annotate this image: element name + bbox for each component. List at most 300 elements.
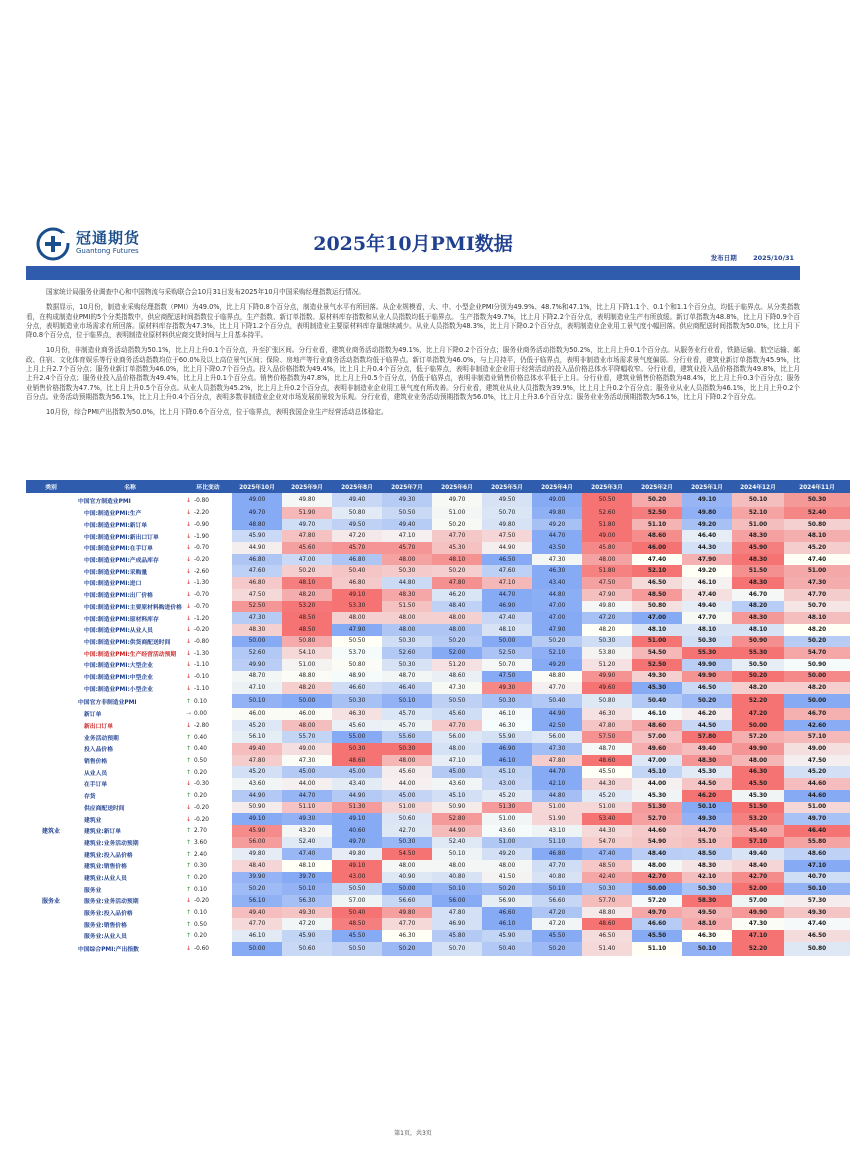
value-cell: 49.10 [682,493,732,507]
value-cell: 44.60 [784,778,850,790]
value-cell: 46.10 [632,708,682,720]
row-name: 从业人员 [84,770,108,777]
arrow-up-icon: ↑ [186,768,192,776]
value-cell: 57.80 [682,731,732,743]
value-cell: 48.30 [732,612,784,624]
value-cell: 52.20 [732,942,784,956]
value-cell: 56.60 [532,895,582,907]
value-cell: 42.10 [682,872,732,884]
value-cell: 47.40 [682,589,732,601]
arrow-up-icon: ↑ [186,850,192,858]
row-category [26,519,76,531]
arrow-down-icon: ↓ [186,509,192,517]
value-cell: 49.40 [332,493,382,507]
value-cell: 49.40 [232,907,282,919]
value-cell: 49.40 [382,519,432,531]
value-cell: 47.40 [632,554,682,566]
arrow-down-icon: ↓ [186,815,192,823]
table-row [26,659,850,671]
row-name: 服务业:业务活动预期 [84,899,139,906]
value-cell: 45.60 [332,720,382,732]
column-header: 2025年6月 [432,480,482,493]
arrow-down-icon: ↓ [186,591,192,599]
value-cell: 44.90 [332,790,382,802]
value-cell: 47.30 [732,918,784,930]
row-change [184,766,232,778]
value-cell: 46.50 [582,930,632,942]
value-cell: 48.10 [482,624,532,636]
row-change [184,860,232,872]
value-cell: 50.70 [432,942,482,956]
change-value: -0.70 [194,603,209,610]
value-cell: 48.80 [582,907,632,919]
row-change [184,659,232,671]
value-cell: 48.00 [432,860,482,872]
value-cell: 44.60 [784,790,850,802]
row-change [184,731,232,743]
value-cell: 50.20 [382,942,432,956]
value-cell: 46.20 [682,790,732,802]
row-change [184,519,232,531]
row-category [26,542,76,554]
row-category [26,507,76,519]
value-cell: 55.30 [682,647,732,659]
value-cell: 50.10 [432,883,482,895]
value-cell: 54.50 [382,848,432,860]
value-cell: 44.50 [682,720,732,732]
row-name: 建筑业:新订单 [84,829,122,836]
change-value: -0.20 [194,816,209,823]
value-cell: 50.40 [632,694,682,708]
value-cell: 47.00 [532,612,582,624]
value-cell: 48.00 [382,554,432,566]
value-cell: 54.90 [632,837,682,849]
table-row [26,694,850,708]
row-name: 服务业:投入品价格 [84,911,133,918]
value-cell: 44.30 [582,825,632,837]
value-cell: 52.40 [282,837,332,849]
value-cell: 46.50 [482,554,532,566]
value-cell: 48.40 [732,860,784,872]
value-cell: 50.10 [232,694,282,708]
row-change [184,790,232,802]
change-value: 0.20 [194,933,207,940]
row-change [184,930,232,942]
value-cell: 53.40 [582,813,632,825]
column-header: 环比变动 [184,480,232,493]
value-cell: 49.80 [382,907,432,919]
table-row [26,519,850,531]
value-cell: 46.20 [682,708,732,720]
value-cell: 51.00 [732,519,784,531]
change-value: -0.70 [194,545,209,552]
value-cell: 47.80 [432,577,482,589]
value-cell: 51.50 [382,601,432,613]
value-cell: 48.40 [432,601,482,613]
row-category [26,790,76,802]
table-header-row [26,480,850,493]
value-cell: 52.00 [732,883,784,895]
value-cell: 46.30 [332,708,382,720]
table-row [26,647,850,659]
value-cell: 49.90 [232,659,282,671]
value-cell: 48.00 [282,720,332,732]
value-cell: 50.30 [682,636,732,648]
value-cell: 44.70 [532,766,582,778]
value-cell: 49.50 [332,519,382,531]
value-cell: 55.60 [382,731,432,743]
value-cell: 44.00 [632,778,682,790]
value-cell: 45.30 [432,542,482,554]
value-cell: 44.90 [432,825,482,837]
value-cell: 49.30 [282,907,332,919]
arrow-up-icon: ↑ [186,885,192,893]
change-value: 0.50 [194,921,207,928]
value-cell: 46.00 [282,708,332,720]
value-cell: 50.70 [482,659,532,671]
value-cell: 46.90 [432,918,482,930]
value-cell: 57.50 [582,731,632,743]
row-name: 中国:制造业PMI:产成品库存 [84,558,159,565]
value-cell: 45.20 [482,790,532,802]
value-cell: 50.70 [482,507,532,519]
value-cell: 45.90 [732,542,784,554]
table-row [26,671,850,683]
value-cell: 48.30 [732,577,784,589]
value-cell: 44.80 [382,577,432,589]
value-cell: 51.40 [582,942,632,956]
value-cell: 54.70 [784,647,850,659]
change-value: -2.60 [194,568,209,575]
value-cell: 51.00 [282,659,332,671]
value-cell: 49.70 [632,907,682,919]
value-cell: 48.10 [784,530,850,542]
value-cell: 42.70 [632,872,682,884]
row-name: 中国:制造业PMI:供货商配送时间 [84,639,171,646]
value-cell: 45.70 [382,708,432,720]
row-category [26,907,76,919]
value-cell: 45.50 [632,930,682,942]
table-row [26,837,850,849]
value-cell: 44.00 [382,778,432,790]
value-cell: 49.20 [682,519,732,531]
value-cell: 49.90 [682,671,732,683]
value-cell: 48.60 [784,848,850,860]
value-cell: 56.60 [382,895,432,907]
value-cell: 48.10 [682,624,732,636]
value-cell: 48.70 [582,743,632,755]
value-cell: 48.30 [732,530,784,542]
publish-date-label: 发布日期 [710,254,737,262]
value-cell: 50.80 [332,659,382,671]
row-change [184,636,232,648]
value-cell: 50.00 [632,883,682,895]
value-cell: 50.20 [432,636,482,648]
value-cell: 49.30 [482,682,532,694]
value-cell: 50.00 [784,671,850,683]
value-cell: 52.60 [582,507,632,519]
value-cell: 57.10 [732,837,784,849]
value-cell: 47.30 [532,743,582,755]
row-change [184,825,232,837]
row-change [184,647,232,659]
value-cell: 51.20 [432,659,482,671]
value-cell: 50.50 [332,636,382,648]
row-change [184,612,232,624]
arrow-up-icon: ↑ [186,745,192,753]
value-cell: 56.00 [232,837,282,849]
arrow-down-icon: ↓ [186,897,192,905]
row-name: 中国:制造业PMI:大型企业 [84,663,153,670]
value-cell: 48.50 [282,612,332,624]
row-name: 服务业:从业人员 [84,934,127,941]
value-cell: 49.10 [232,813,282,825]
row-name: 中国:制造业PMI:从业人员 [84,628,153,635]
value-cell: 51.00 [784,802,850,814]
value-cell: 47.70 [382,918,432,930]
value-cell: 47.00 [632,612,682,624]
value-cell: 49.30 [382,493,432,507]
value-cell: 48.20 [784,624,850,636]
row-category [26,813,76,825]
change-value: -0.80 [194,638,209,645]
change-value: 2.70 [194,828,207,835]
value-cell: 48.20 [732,601,784,613]
value-cell: 47.50 [784,755,850,767]
value-cell: 51.30 [332,802,382,814]
value-cell: 50.10 [732,493,784,507]
value-cell: 47.20 [732,708,784,720]
value-cell: 50.10 [682,942,732,956]
value-cell: 46.80 [532,848,582,860]
table-row [26,708,850,720]
row-name: 业务活动预期 [84,735,119,742]
value-cell: 48.10 [682,918,732,930]
row-category [26,802,76,814]
value-cell: 47.80 [282,530,332,542]
value-cell: 46.50 [632,577,682,589]
table-row [26,731,850,743]
row-category [26,837,76,849]
value-cell: 49.10 [332,589,382,601]
row-change [184,671,232,683]
value-cell: 44.90 [232,542,282,554]
arrow-down-icon: ↓ [186,945,192,953]
value-cell: 51.50 [732,565,784,577]
value-cell: 48.60 [632,720,682,732]
value-cell: 50.20 [232,883,282,895]
arrow-up-icon: ↑ [186,757,192,765]
column-header: 2025年10月 [232,480,282,493]
value-cell: 50.20 [632,493,682,507]
row-name: 中国:制造业PMI:采购量 [84,569,148,576]
row-name: 投入品价格 [84,747,113,754]
value-cell: 47.00 [282,554,332,566]
value-cell: 50.50 [582,493,632,507]
value-cell: 48.60 [582,755,632,767]
table-row [26,802,850,814]
change-value: 0.00 [194,711,207,718]
table-row [26,778,850,790]
value-cell: 58.30 [682,895,732,907]
row-change [184,872,232,884]
value-cell: 50.30 [382,636,432,648]
value-cell: 50.30 [582,636,632,648]
value-cell: 48.50 [582,860,632,872]
arrow-up-icon: ↑ [186,827,192,835]
value-cell: 48.50 [682,848,732,860]
value-cell: 48.30 [682,860,732,872]
value-cell: 49.90 [682,659,732,671]
change-value: -0.20 [194,557,209,564]
value-cell: 49.40 [232,743,282,755]
value-cell: 47.20 [532,907,582,919]
value-cell: 49.50 [482,493,532,507]
value-cell: 50.50 [332,942,382,956]
value-cell: 46.80 [232,577,282,589]
value-cell: 49.30 [632,671,682,683]
value-cell: 45.10 [482,766,532,778]
table-row [26,554,850,566]
change-value: 0.20 [194,793,207,800]
value-cell: 42.60 [784,720,850,732]
value-cell: 49.70 [332,837,382,849]
row-change [184,708,232,720]
row-change [184,802,232,814]
row-name: 中国官方非制造业PMI [78,699,137,706]
row-name: 建筑业:投入品价格 [84,852,133,859]
change-value: 0.40 [194,746,207,753]
arrow-down-icon: ↓ [186,521,192,529]
value-cell: 39.70 [282,872,332,884]
table-row [26,790,850,802]
value-cell: 50.80 [582,694,632,708]
value-cell: 50.40 [532,694,582,708]
value-cell: 45.00 [282,766,332,778]
row-category [26,624,76,636]
value-cell: 52.50 [632,507,682,519]
value-cell: 49.00 [582,530,632,542]
value-cell: 49.20 [532,659,582,671]
row-change [184,848,232,860]
value-cell: 52.10 [632,565,682,577]
arrow-flat-icon: → [186,710,192,718]
value-cell: 46.80 [332,577,382,589]
value-cell: 48.20 [732,682,784,694]
value-cell: 45.30 [682,766,732,778]
value-cell: 47.30 [282,755,332,767]
value-cell: 49.00 [532,493,582,507]
value-cell: 46.50 [784,930,850,942]
value-cell: 45.00 [432,766,482,778]
change-value: 0.10 [194,886,207,893]
value-cell: 51.00 [482,813,532,825]
value-cell: 56.30 [282,895,332,907]
row-change [184,589,232,601]
change-value: -0.20 [194,804,209,811]
value-cell: 42.10 [532,778,582,790]
value-cell: 48.00 [382,860,432,872]
value-cell: 47.70 [432,720,482,732]
value-cell: 43.60 [232,778,282,790]
value-cell: 48.80 [282,671,332,683]
value-cell: 51.80 [582,519,632,531]
value-cell: 47.80 [432,907,482,919]
value-cell: 47.40 [582,848,632,860]
value-cell: 45.10 [432,790,482,802]
arrow-up-icon: ↑ [186,792,192,800]
table-row [26,848,850,860]
row-change [184,837,232,849]
value-cell: 52.70 [632,813,682,825]
row-category [26,601,76,613]
value-cell: 45.60 [432,708,482,720]
change-value: -0.70 [194,592,209,599]
row-change [184,530,232,542]
value-cell: 47.60 [232,565,282,577]
value-cell: 50.80 [632,601,682,613]
value-cell: 53.70 [332,647,382,659]
row-name: 中国:制造业PMI:新订单 [84,523,148,530]
value-cell: 48.00 [732,755,784,767]
value-cell: 51.10 [632,519,682,531]
value-cell: 55.80 [784,837,850,849]
row-change [184,493,232,507]
value-cell: 45.90 [282,930,332,942]
table-row [26,907,850,919]
value-cell: 50.80 [784,942,850,956]
value-cell: 50.20 [432,519,482,531]
value-cell: 46.70 [732,589,784,601]
value-cell: 50.80 [332,507,382,519]
paragraph-intro: 国家统计局服务业调查中心和中国物流与采购联合会10月31日发布2025年10月中国采购经理指数运行情况。 [46,288,365,296]
column-header: 2025年3月 [582,480,632,493]
arrow-down-icon: ↓ [186,672,192,680]
value-cell: 46.20 [432,589,482,601]
table-row [26,743,850,755]
change-value: 0.20 [194,874,207,881]
value-cell: 49.10 [332,860,382,872]
table-row [26,755,850,767]
value-cell: 50.30 [784,493,850,507]
change-value: -1.10 [194,685,209,692]
row-category [26,883,76,895]
value-cell: 44.90 [232,790,282,802]
row-category [26,848,76,860]
arrow-down-icon: ↓ [186,803,192,811]
change-value: -0.10 [194,673,209,680]
row-category [26,612,76,624]
value-cell: 49.00 [232,493,282,507]
table-row [26,542,850,554]
value-cell: 50.60 [282,942,332,956]
value-cell: 50.30 [332,694,382,708]
value-cell: 52.00 [432,647,482,659]
table-row [26,612,850,624]
value-cell: 45.20 [784,766,850,778]
table-row [26,883,850,895]
row-name: 中国:制造业PMI:中型企业 [84,674,153,681]
value-cell: 49.60 [582,682,632,694]
arrow-down-icon: ↓ [186,532,192,540]
value-cell: 50.20 [532,636,582,648]
row-name: 新订单 [84,712,102,719]
table-row [26,825,850,837]
column-header: 类别 [26,480,76,493]
value-cell: 47.00 [632,755,682,767]
value-cell: 56.00 [432,895,482,907]
value-cell: 48.80 [232,519,282,531]
